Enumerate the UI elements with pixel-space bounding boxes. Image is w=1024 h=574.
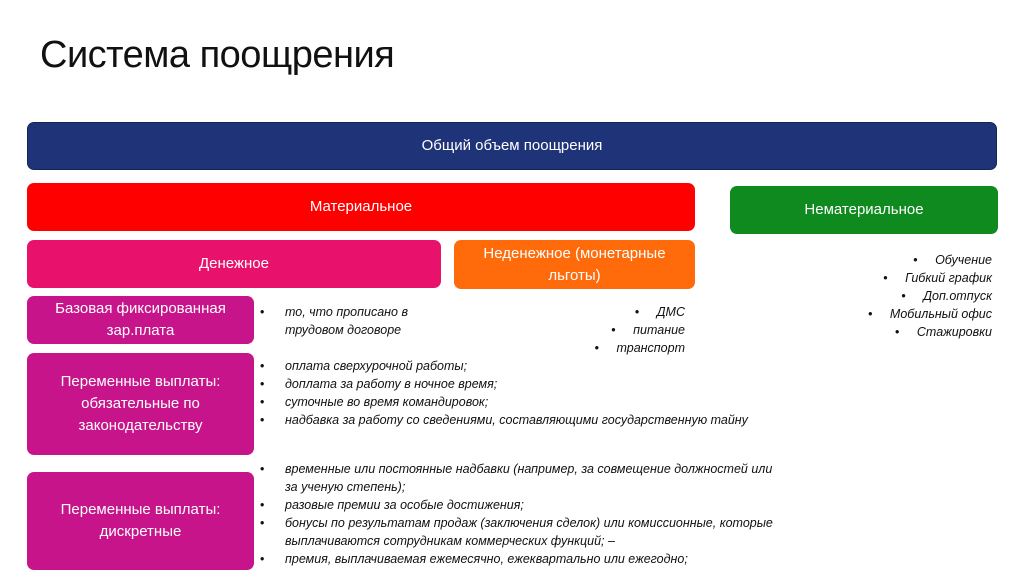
list-item: • временные или постоянные надбавки (например, за совмещение должностей или за ученую степень); xyxy=(257,460,777,496)
list-item: • разовые премии за особые достижения; xyxy=(257,496,777,514)
base-salary-box: Базовая фиксированная зар.плата xyxy=(27,296,254,344)
variable-discrete-box: Переменные выплаты: дискретные xyxy=(27,472,254,570)
material-box: Материальное xyxy=(27,183,695,231)
list-item: • Обучение xyxy=(732,251,992,269)
monetary-box: Денежное xyxy=(27,240,441,288)
nonmonetary-list xyxy=(485,303,685,357)
list-item: • премия, выплачиваемая ежемесячно, ежеквартально или ежегодно; xyxy=(257,550,777,568)
nonmaterial-list xyxy=(732,251,992,341)
list-item: • бонусы по результатам продаж (заключения сделок) или комиссионные, которые выплачиваются сотрудникам коммерческих функций; – xyxy=(257,514,777,550)
total-reward-box: Общий объем поощрения xyxy=(27,122,997,170)
list-item: • Доп.отпуск xyxy=(732,287,992,305)
nonmonetary-box: Неденежное (монетарные льготы) xyxy=(454,240,695,289)
discrete-payments-list xyxy=(257,460,777,568)
nonmaterial-box: Нематериальное xyxy=(730,186,998,234)
base-salary-list xyxy=(257,303,432,339)
list-item: • доплата за работу в ночное время; xyxy=(257,375,777,393)
list-item: • то, что прописано в трудовом договоре xyxy=(257,303,432,339)
list-item: • Гибкий график xyxy=(732,269,992,287)
list-item: • суточные во время командировок; xyxy=(257,393,777,411)
mandatory-payments-list xyxy=(257,357,777,429)
list-item: • оплата сверхурочной работы; xyxy=(257,357,777,375)
page-title: Система поощрения xyxy=(40,34,395,76)
list-item: • Мобильный офис xyxy=(732,305,992,323)
list-item: • надбавка за работу со сведениями, составляющими государственную тайну xyxy=(257,411,777,429)
list-item: • питание xyxy=(485,321,685,339)
variable-mandatory-box: Переменные выплаты: обязательные по законодательству xyxy=(27,353,254,455)
list-item: • Стажировки xyxy=(732,323,992,341)
list-item: • транспорт xyxy=(485,339,685,357)
list-item: • ДМС xyxy=(485,303,685,321)
